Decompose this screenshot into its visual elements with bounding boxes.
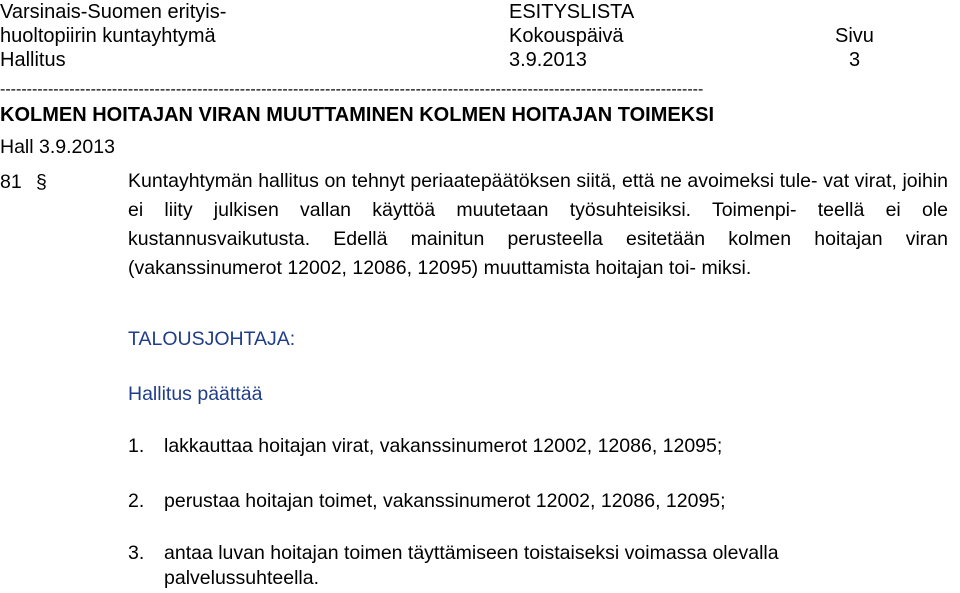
body-line: miksi.	[701, 257, 752, 279]
body-line: vat virat, joihin ei liity julkisen vallan käyttöä muutetaan työsuhteisiksi. Toimenpi-	[128, 170, 948, 221]
body-name: Hallitus	[0, 49, 66, 71]
org-name-line1: Varsinais-Suomen erityis-	[0, 1, 227, 23]
meeting-reference: Hall 3.9.2013	[0, 136, 115, 158]
proposer-label: TALOUSJOHTAJA:	[128, 328, 296, 350]
paragraph-number: 81	[0, 171, 22, 193]
decision-text: perustaa hoitajan toimet, vakanssinumerot 12002, 12086, 12095;	[164, 490, 726, 512]
page-number: 3	[849, 49, 861, 71]
body-line: hoitajan viran (vakanssinumerot 12002, 12086, 12095) muuttamista hoitajan toi-	[128, 228, 948, 279]
paragraph-symbol: §	[36, 171, 47, 193]
decision-number: 1.	[128, 435, 145, 457]
section-title: KOLMEN HOITAJAN VIRAN MUUTTAMINEN KOLMEN HOITAJAN TOIMEKSI	[0, 104, 715, 126]
decision-text: palvelussuhteella.	[164, 567, 320, 589]
decision-text: lakkauttaa hoitajan virat, vakanssinumerot 12002, 12086, 12095;	[164, 435, 723, 457]
meeting-date: 3.9.2013	[509, 49, 587, 71]
meeting-date-label: Kokouspäivä	[509, 25, 624, 47]
body-paragraph	[128, 167, 948, 283]
page-label: Sivu	[835, 25, 874, 47]
decision-intro: Hallitus päättää	[128, 383, 263, 405]
header-separator: ------------------------------------------------------------------------------------------------------------------------------------	[0, 81, 704, 98]
org-name-line2: huoltopiirin kuntayhtymä	[0, 25, 216, 47]
decision-text: antaa luvan hoitajan toimen täyttämiseen toistaiseksi voimassa olevalla	[164, 542, 779, 564]
body-line: teellä ei ole kustannusvaikutusta. Edellä mainitun perusteella esitetään kolmen	[128, 199, 949, 250]
body-line: Kuntayhtymän hallitus on tehnyt periaatepäätöksen siitä, että ne avoimeksi tule-	[128, 170, 818, 192]
document-type: ESITYSLISTA	[509, 1, 635, 23]
decision-number: 3.	[128, 542, 145, 564]
decision-number: 2.	[128, 490, 145, 512]
